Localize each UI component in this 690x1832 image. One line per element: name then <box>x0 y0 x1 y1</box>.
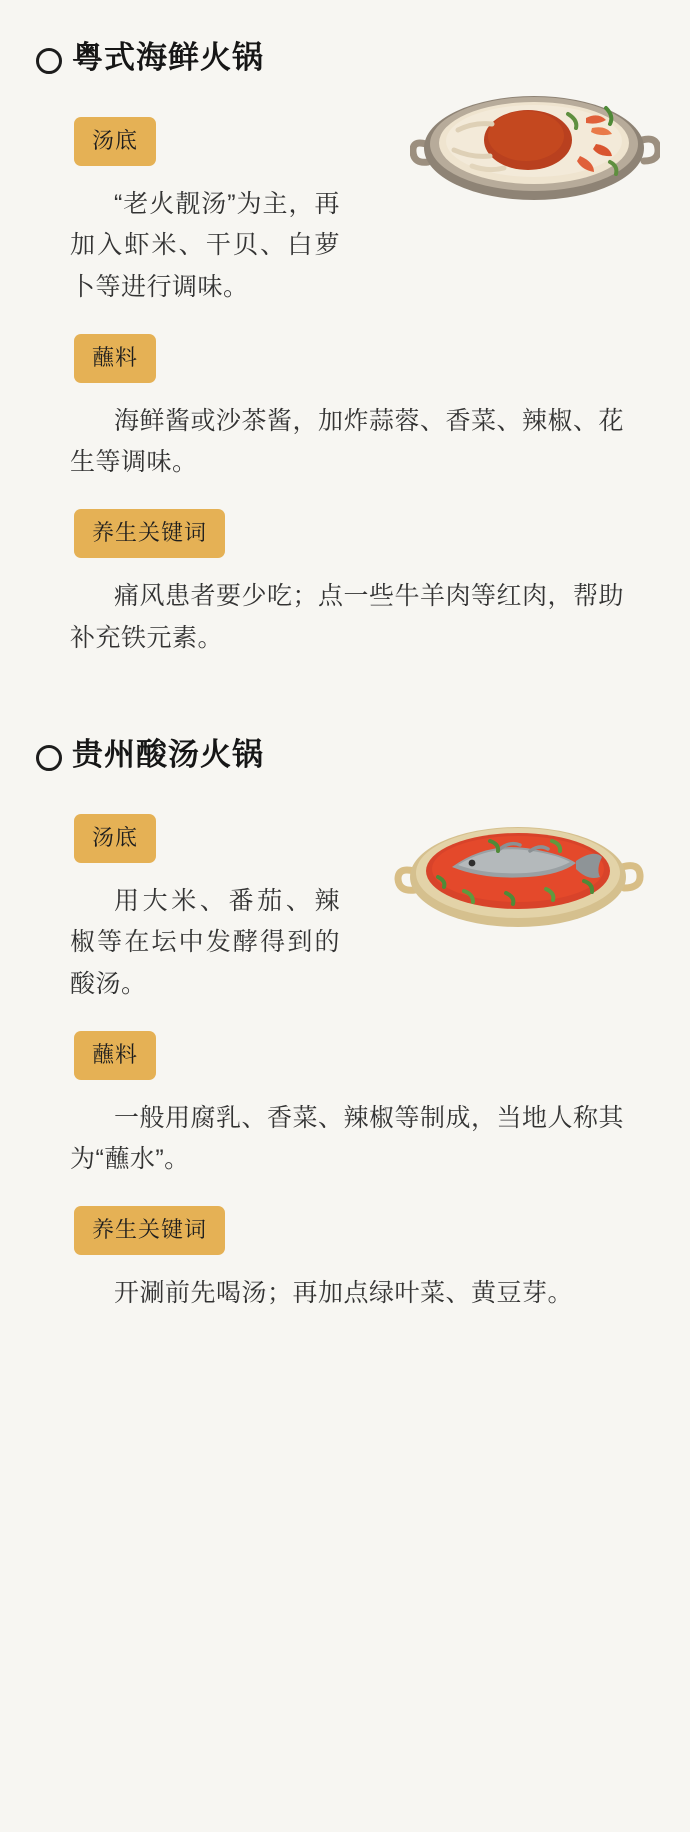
paragraph-soup-base: 用大米、番茄、辣椒等在坛中发酵得到的酸汤。 <box>70 887 340 998</box>
paragraph-dipping-sauce: 海鲜酱或沙茶酱，加炸蒜蓉、香菜、辣椒、花生等调味。 <box>70 406 625 477</box>
section-guizhou-sour-soup-hotpot <box>34 737 656 1315</box>
tag-soup-base: 汤底 <box>74 117 156 166</box>
paragraph-health-keyword: 开涮前先喝汤；再加点绿叶菜、黄豆芽。 <box>114 1279 574 1308</box>
circle-outline-icon <box>36 48 62 74</box>
page-title: 粤式海鲜火锅 <box>72 40 264 76</box>
paragraph-soup-base: “老火靓汤”为主，再加入虾米、干贝、白萝卜等进行调味。 <box>70 190 340 301</box>
tag-health-keyword: 养生关键词 <box>74 509 225 558</box>
tag-health-keyword: 养生关键词 <box>74 1206 225 1255</box>
paragraph-dipping-sauce: 一般用腐乳、香菜、辣椒等制成，当地人称其为“蘸水”。 <box>70 1103 625 1174</box>
tag-dipping-sauce: 蘸料 <box>74 334 156 383</box>
page-title: 贵州酸汤火锅 <box>72 736 264 773</box>
tag-soup-base: 汤底 <box>74 814 156 863</box>
sour-soup-hotpot-illustration <box>394 797 644 947</box>
section-heading <box>34 40 656 77</box>
section-heading <box>34 737 656 774</box>
circle-outline-icon <box>36 745 62 771</box>
seafood-hotpot-illustration <box>410 78 660 218</box>
paragraph-health-keyword: 痛风患者要少吃；点一些牛羊肉等红肉，帮助补充铁元素。 <box>70 582 625 652</box>
tag-dipping-sauce: 蘸料 <box>74 1031 156 1080</box>
section-cantonese-seafood-hotpot <box>34 40 656 659</box>
